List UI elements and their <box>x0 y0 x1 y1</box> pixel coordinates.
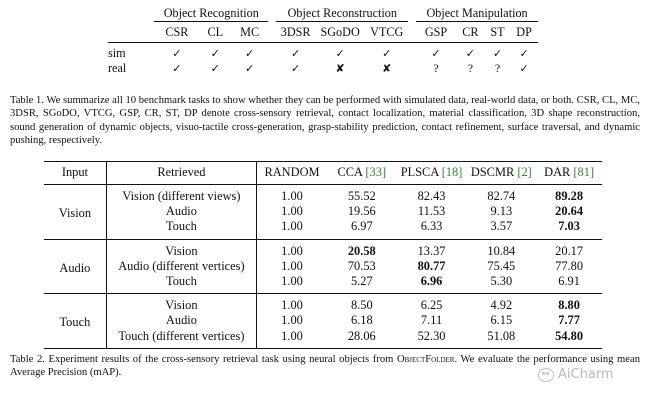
best-value: 20.64 <box>555 204 584 219</box>
group-object-recognition: Object Recognition <box>154 6 268 22</box>
check-mark: ✓ <box>291 62 301 75</box>
random-value-cell: 1.00 <box>281 204 303 219</box>
dar-value-cell <box>536 204 602 219</box>
col-header: 3DSR <box>276 22 314 43</box>
row-label: real <box>108 61 127 75</box>
dar-value-cell <box>536 294 602 314</box>
best-value: 8.80 <box>558 298 580 313</box>
table1 <box>108 6 538 76</box>
dscmr-value-cell: 5.30 <box>466 274 536 294</box>
cca-value-cell: 6.97 <box>327 219 397 239</box>
table-row <box>44 294 602 314</box>
col-header: ST <box>485 22 510 43</box>
citation-link[interactable]: [81] <box>573 165 595 180</box>
random-value-cell: 1.00 <box>257 219 327 239</box>
check-mark: ✓ <box>465 47 475 60</box>
watermark-text: AiCharm <box>558 367 614 382</box>
best-value: 7.03 <box>558 219 580 234</box>
header-random: RANDOM <box>257 162 327 185</box>
random-value-cell: 1.00 <box>281 258 303 273</box>
citation-link[interactable]: [2] <box>517 165 532 180</box>
dscmr-value-cell: 4.92 <box>490 298 513 313</box>
unknown-mark: ? <box>467 61 474 75</box>
cca-value-cell: 19.56 <box>347 204 376 219</box>
plsca-value-cell <box>397 259 467 274</box>
dar-value-cell <box>536 329 602 349</box>
best-value: 80.77 <box>417 258 446 273</box>
check-mark: ✓ <box>492 47 503 60</box>
dar-value-cell <box>536 313 602 328</box>
random-value-cell: 1.00 <box>281 313 303 328</box>
input-modality-cell: Audio <box>44 239 106 294</box>
dar-value-cell <box>536 185 602 205</box>
retrieved-cell: Vision <box>106 239 256 259</box>
dscmr-value-cell: 9.13 <box>490 204 513 219</box>
dscmr-value-cell: 6.15 <box>490 313 513 328</box>
table1-row-real <box>108 61 538 76</box>
cca-value-cell: 55.52 <box>347 189 376 203</box>
table-row <box>44 313 602 328</box>
retrieved-cell: Touch (different vertices) <box>106 329 256 349</box>
cca-value-cell: 5.27 <box>327 274 397 294</box>
cca-value-cell <box>327 239 397 259</box>
random-value-cell: 1.00 <box>257 329 327 349</box>
retrieved-cell: Audio <box>106 313 256 328</box>
cca-value-cell: 8.50 <box>350 298 373 313</box>
dscmr-value-cell: 3.57 <box>466 219 536 239</box>
caption2-text: Table 2. Experiment results of the cross-sensory retrieval task using neural objects from <box>10 354 397 365</box>
dar-value-cell: 20.17 <box>555 243 584 258</box>
header-plsca <box>397 162 467 185</box>
check-mark: ✓ <box>431 47 441 60</box>
best-value: 54.80 <box>555 328 584 343</box>
dscmr-value-cell: 51.08 <box>466 329 536 349</box>
check-mark: ✓ <box>335 47 345 60</box>
check-mark: ✓ <box>245 62 255 75</box>
check-mark: ✓ <box>210 62 220 75</box>
citation-link[interactable]: [18] <box>441 165 463 180</box>
check-mark: ✓ <box>172 62 182 75</box>
col-header: MC <box>231 22 269 43</box>
dar-value-cell: 6.91 <box>536 274 602 294</box>
best-value: 20.58 <box>347 243 376 258</box>
best-value: 7.77 <box>558 313 580 328</box>
col-header: GSP <box>416 22 456 43</box>
check-mark: ✓ <box>519 47 529 60</box>
header-retrieved: Retrieved <box>106 162 256 185</box>
table2 <box>44 161 602 349</box>
table-row <box>44 204 602 219</box>
group-object-manipulation: Object Manipulation <box>416 6 538 22</box>
check-mark: ✓ <box>519 62 529 75</box>
row-label: sim <box>108 46 126 60</box>
header-dar-label: DAR <box>544 165 571 180</box>
table-row <box>44 329 602 349</box>
col-header: CR <box>456 22 485 43</box>
header-cca-label: CCA <box>337 165 363 180</box>
table-row <box>44 274 602 294</box>
dar-value-cell <box>536 219 602 239</box>
check-mark: ✓ <box>382 47 392 60</box>
table1-row-sim <box>108 43 538 62</box>
citation-link[interactable]: [33] <box>365 165 387 180</box>
header-dscmr-label: DSCMR <box>470 165 515 180</box>
unknown-mark: ? <box>494 61 501 75</box>
best-value: 89.28 <box>555 189 584 203</box>
caption2-text-end: . We evaluate the performance using mean Average Precision (mAP). <box>10 354 641 379</box>
check-mark: ✓ <box>245 47 255 60</box>
random-value-cell: 1.00 <box>257 274 327 294</box>
plsca-value-cell: 13.37 <box>417 243 446 258</box>
dscmr-value-cell: 10.84 <box>487 243 516 258</box>
plsca-value-cell: 52.30 <box>397 329 467 349</box>
header-dar <box>536 162 602 185</box>
retrieved-cell: Audio <box>106 204 256 219</box>
cross-mark: ✘ <box>382 62 392 75</box>
random-value-cell: 1.00 <box>281 243 303 258</box>
wechat-icon <box>538 368 554 382</box>
unknown-mark: ? <box>433 61 439 75</box>
cca-value-cell: 28.06 <box>327 329 397 349</box>
retrieved-cell: Touch <box>106 219 256 239</box>
dar-value-cell: 77.80 <box>555 258 584 273</box>
random-value-cell: 1.00 <box>281 298 303 313</box>
check-mark: ✓ <box>172 47 182 60</box>
check-mark: ✓ <box>210 47 220 60</box>
header-dscmr <box>466 162 536 185</box>
watermark <box>538 367 614 382</box>
col-header: SGoDO <box>315 22 366 43</box>
random-value-cell: 1.00 <box>281 189 303 203</box>
check-mark: ✓ <box>291 47 301 60</box>
col-header: DP <box>510 22 538 43</box>
cca-value-cell: 70.53 <box>347 258 376 273</box>
retrieved-cell: Audio (different vertices) <box>106 259 256 274</box>
table1-caption: Table 1. We summarize all 10 benchmark tasks to show whether they can be performed with simulated data, real-world data, or both. CSR, CL, MC, 3DSR, SGoDO, VTCG, GSP, CR, ST, DP denote cross-sensory retrieval, contact localization, material classification, 3D shape reconstruction, sound generation of dynamic objects, visuo-tactile cross-generation, grasp-stability prediction, contact refinement, surface traversal, and dynamic pushing, respectively. <box>10 95 640 146</box>
input-modality-cell: Touch <box>44 294 106 349</box>
table-row <box>44 239 602 259</box>
plsca-value-cell: 11.53 <box>417 204 446 219</box>
table2-body <box>44 185 602 349</box>
header-plsca-label: PLSCA <box>400 165 439 180</box>
retrieved-cell: Touch <box>106 274 256 294</box>
dscmr-value-cell: 75.45 <box>487 258 516 273</box>
plsca-value-cell <box>397 274 467 294</box>
plsca-value-cell: 7.11 <box>420 313 443 328</box>
table-row <box>44 219 602 239</box>
table1-header-row <box>108 22 538 43</box>
col-header: VTCG <box>365 22 408 43</box>
table-row <box>44 185 602 205</box>
retrieved-cell: Vision (different views) <box>106 185 256 205</box>
table1-group-row <box>108 6 538 22</box>
plsca-value-cell: 6.25 <box>420 298 443 313</box>
col-header: CL <box>200 22 231 43</box>
header-cca <box>327 162 397 185</box>
header-input: Input <box>44 162 106 185</box>
table-row <box>44 259 602 274</box>
best-value: 6.96 <box>420 274 443 289</box>
plsca-value-cell: 6.33 <box>397 219 467 239</box>
group-object-reconstruction: Object Reconstruction <box>276 6 408 22</box>
col-header: CSR <box>154 22 200 43</box>
input-modality-cell: Vision <box>44 185 106 240</box>
dscmr-value-cell: 82.74 <box>487 189 516 203</box>
cca-value-cell: 6.18 <box>350 313 373 328</box>
table2-header-row <box>44 162 602 185</box>
cross-mark: ✘ <box>335 62 345 75</box>
dataset-name: ObjectFolder <box>396 354 455 365</box>
plsca-value-cell: 82.43 <box>417 189 446 203</box>
retrieved-cell: Vision <box>106 294 256 314</box>
